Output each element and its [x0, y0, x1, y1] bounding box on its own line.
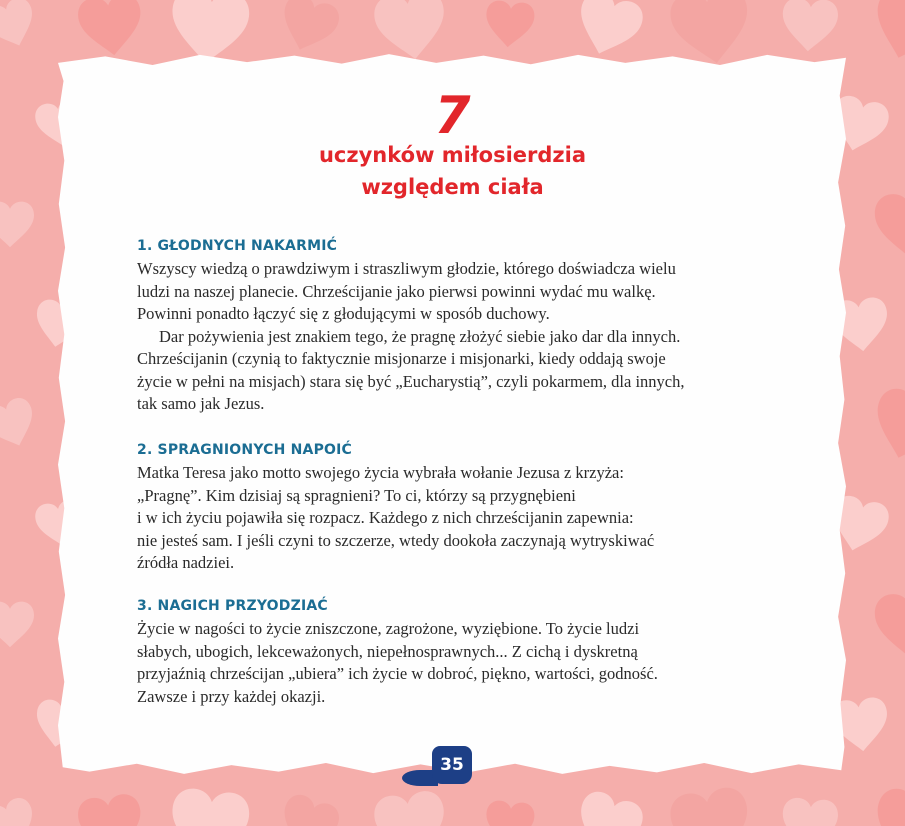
- title-line-2: względem ciała: [361, 175, 544, 199]
- title-line-1: uczynków miłosierdzia: [318, 143, 587, 167]
- paragraph: [137, 618, 777, 708]
- section-heading: 3. NAGICH PRZYODZIAĆ: [137, 598, 328, 614]
- section-heading: 1. GŁODNYCH NAKARMIĆ: [137, 238, 338, 254]
- page-number: 35: [432, 746, 472, 784]
- paragraph: [137, 258, 777, 326]
- text-line: źródła nadziei.: [137, 553, 235, 572]
- text-line: przyjaźnią chrześcijan „ubiera” ich życie w dobroć, piękno, wartości, godność.: [137, 664, 658, 683]
- text-line: nie jesteś sam. I jeśli czyni to szczerze, wtedy dookoła zaczynają wytryskiwać: [137, 530, 655, 550]
- section-feed-hungry: [137, 236, 777, 416]
- text-line: tak samo jak Jezus.: [137, 394, 265, 413]
- text-line: Chrześcijanin (czynią to faktycznie misjonarze i misjonarki, kiedy oddają swoje: [137, 349, 666, 368]
- section-clothe-naked: [137, 596, 777, 708]
- paragraph: [137, 462, 777, 575]
- text-line: „Pragnę”. Kim dzisiaj są spragnieni? To ci, którzy są przygnębieni: [137, 485, 576, 505]
- text-line: Życie w nagości to życie zniszczone, zagrożone, wyziębione. To życie ludzi: [137, 619, 640, 638]
- text-line: Powinni ponadto łączyć się z głodującymi w sposób duchowy.: [137, 304, 550, 323]
- text-line: ludzi na naszej planecie. Chrześcijanie jako pierwsi powinni wydać mu walkę.: [137, 281, 656, 301]
- text-line: Matka Teresa jako motto swojego życia wybrała wołanie Jezusa z krzyża:: [137, 463, 624, 482]
- text-line: Wszyscy wiedzą o prawdziwym i straszliwym głodzie, którego doświadcza wielu: [137, 259, 676, 278]
- text-line: życie w pełni na misjach) stara się być „Eucharystią”, czyli pokarmem, dla innych,: [137, 371, 685, 391]
- section-give-drink: [137, 440, 777, 575]
- paragraph: [137, 326, 777, 416]
- section-heading: 2. SPRAGNIONYCH NAPOIĆ: [137, 442, 353, 458]
- text-line: Dar pożywienia jest znakiem tego, że pragnę złożyć siebie jako dar dla innych.: [159, 326, 681, 346]
- text-line: słabych, ubogich, lekceważonych, niepełnosprawnych... Z cichą i dyskretną: [137, 641, 638, 661]
- text-line: Zawsze i przy każdej okazji.: [137, 686, 326, 706]
- title-number: 7: [434, 86, 471, 146]
- text-line: i w ich życiu pojawiła się rozpacz. Każdego z nich chrześcijanin zapewnia:: [137, 508, 634, 527]
